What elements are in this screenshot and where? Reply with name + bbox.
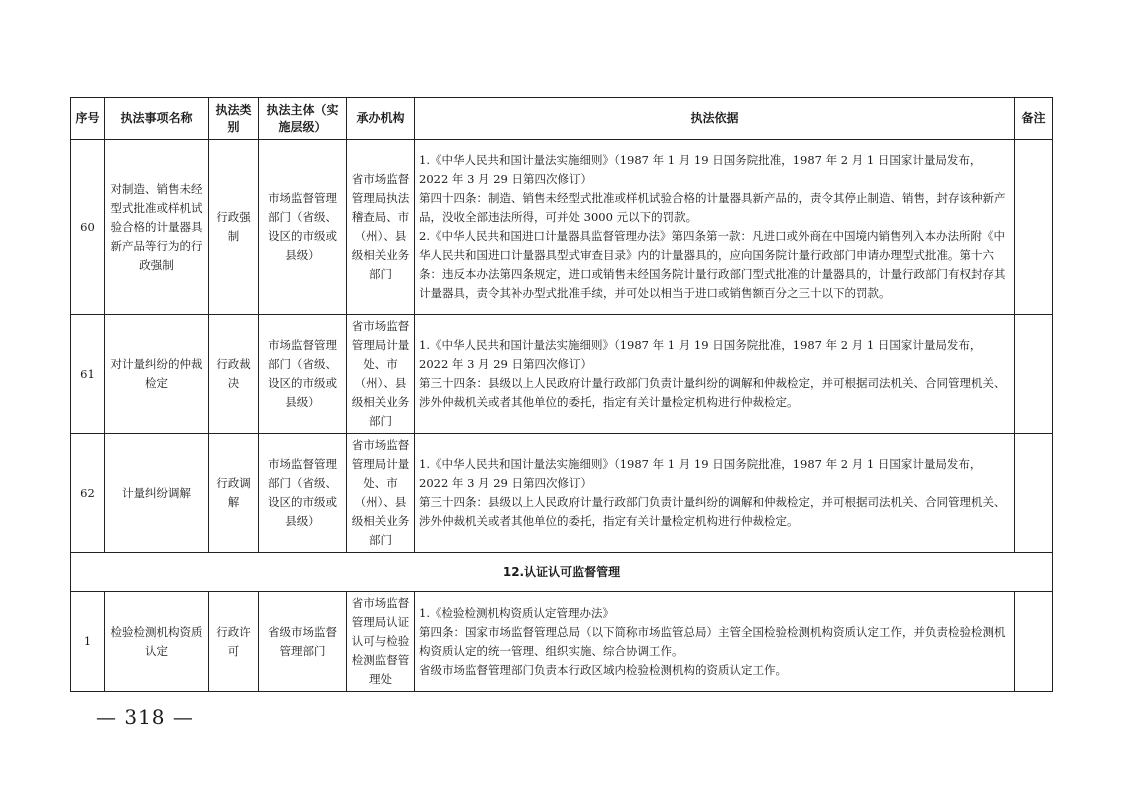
- row-category: 行政裁决: [209, 315, 259, 434]
- row-agency: 省市场监督管理局认证认可与检验检测监督管理处: [347, 592, 415, 692]
- header-agency: 承办机构: [347, 98, 415, 140]
- table-row: [71, 140, 1053, 315]
- basis-paragraph: 1.《中华人民共和国计量法实施细则》（1987 年 1 月 19 日国务院批准，1987 年 2 月 1 日国家计量局发布，2022 年 3 月 29 日第四次修订）: [419, 338, 982, 371]
- row-item-name: 对计量纠纷的仲裁检定: [105, 315, 209, 434]
- row-agency: 省市场监督管理局计量处、市（州）、县级相关业务部门: [347, 434, 415, 553]
- header-seq: 序号: [71, 98, 105, 140]
- row-basis: [415, 592, 1015, 692]
- basis-paragraph: 1.《中华人民共和国计量法实施细则》（1987 年 1 月 19 日国务院批准，1987 年 2 月 1 日国家计量局发布，2022 年 3 月 29 日第四次修订）: [419, 457, 982, 490]
- basis-paragraph: 2.《中华人民共和国进口计量器具监督管理办法》第四条第一款：凡进口或外商在中国境内销售列入本办法所附《中华人民共和国进口计量器具型式审查目录》内的计量器具的，应向国务院计量行政部门申请办理型式批准。第十六条：违反本办法第四条规定，进口或销售未经国务院计量行政部门型式批准的计量器具的，计量行政部门有权封存其计量器具，责令其补办型式批准手续，并可处以相当于进口或销售额百分之三十以下的罚款。: [419, 229, 1006, 300]
- row-basis: [415, 434, 1015, 553]
- row-subject: 市场监督管理部门（省级、设区的市级或县级）: [259, 140, 347, 315]
- row-remark: [1015, 434, 1053, 553]
- row-item-name: 对制造、销售未经型式批准或样机试验合格的计量器具新产品等行为的行政强制: [105, 140, 209, 315]
- table-header-row: [71, 98, 1053, 140]
- row-seq: 61: [71, 315, 105, 434]
- section-title: 12.认证认可监督管理: [71, 553, 1053, 592]
- page-number: — 318 —: [96, 705, 194, 729]
- row-item-name: 检验检测机构资质认定: [105, 592, 209, 692]
- header-item-name: 执法事项名称: [105, 98, 209, 140]
- row-seq: 60: [71, 140, 105, 315]
- enforcement-table: [70, 97, 1053, 692]
- row-category: 行政调解: [209, 434, 259, 553]
- row-remark: [1015, 315, 1053, 434]
- table-row: [71, 592, 1053, 692]
- header-basis: 执法依据: [415, 98, 1015, 140]
- header-category: 执法类别: [209, 98, 259, 140]
- row-remark: [1015, 592, 1053, 692]
- table-row: [71, 434, 1053, 553]
- basis-paragraph: 1.《中华人民共和国计量法实施细则》（1987 年 1 月 19 日国务院批准，1987 年 2 月 1 日国家计量局发布，2022 年 3 月 29 日第四次修订）: [419, 153, 982, 186]
- row-remark: [1015, 140, 1053, 315]
- header-remark: 备注: [1015, 98, 1053, 140]
- row-item-name: 计量纠纷调解: [105, 434, 209, 553]
- table-row: [71, 315, 1053, 434]
- row-subject: 市场监督管理部门（省级、设区的市级或县级）: [259, 315, 347, 434]
- row-agency: 省市场监督管理局执法稽查局、市（州）、县级相关业务部门: [347, 140, 415, 315]
- basis-paragraph: 第四十四条：制造、销售未经型式批准或样机试验合格的计量器具新产品的，责令其停止制造、销售，封存该种新产品，没收全部违法所得，可并处 3000 元以下的罚款。: [419, 191, 1006, 224]
- basis-paragraph: 省级市场监督管理部门负责本行政区域内检验检测机构的资质认定工作。: [419, 662, 787, 677]
- row-basis: [415, 140, 1015, 315]
- basis-paragraph: 第四条：国家市场监督管理总局（以下简称市场监管总局）主管全国检验检测机构资质认定工作，并负责检验检测机构资质认定的统一管理、组织实施、综合协调工作。: [419, 624, 1006, 658]
- row-agency: 省市场监督管理局计量处、市（州）、县级相关业务部门: [347, 315, 415, 434]
- row-subject: 省级市场监督管理部门: [259, 592, 347, 692]
- basis-paragraph: 1.《检验检测机构资质认定管理办法》: [419, 605, 614, 620]
- basis-paragraph: 第三十四条：县级以上人民政府计量行政部门负责计量纠纷的调解和仲裁检定，并可根据司法机关、合同管理机关、涉外仲裁机关或者其他单位的委托，指定有关计量检定机构进行仲裁检定。: [419, 495, 1006, 528]
- header-subject: 执法主体（实施层级）: [259, 98, 347, 140]
- row-basis: [415, 315, 1015, 434]
- section-header-row: [71, 553, 1053, 592]
- row-category: 行政强制: [209, 140, 259, 315]
- row-seq: 1: [71, 592, 105, 692]
- row-category: 行政许可: [209, 592, 259, 692]
- row-seq: 62: [71, 434, 105, 553]
- basis-paragraph: 第三十四条：县级以上人民政府计量行政部门负责计量纠纷的调解和仲裁检定，并可根据司法机关、合同管理机关、涉外仲裁机关或者其他单位的委托，指定有关计量检定机构进行仲裁检定。: [419, 376, 1006, 409]
- row-subject: 市场监督管理部门（省级、设区的市级或县级）: [259, 434, 347, 553]
